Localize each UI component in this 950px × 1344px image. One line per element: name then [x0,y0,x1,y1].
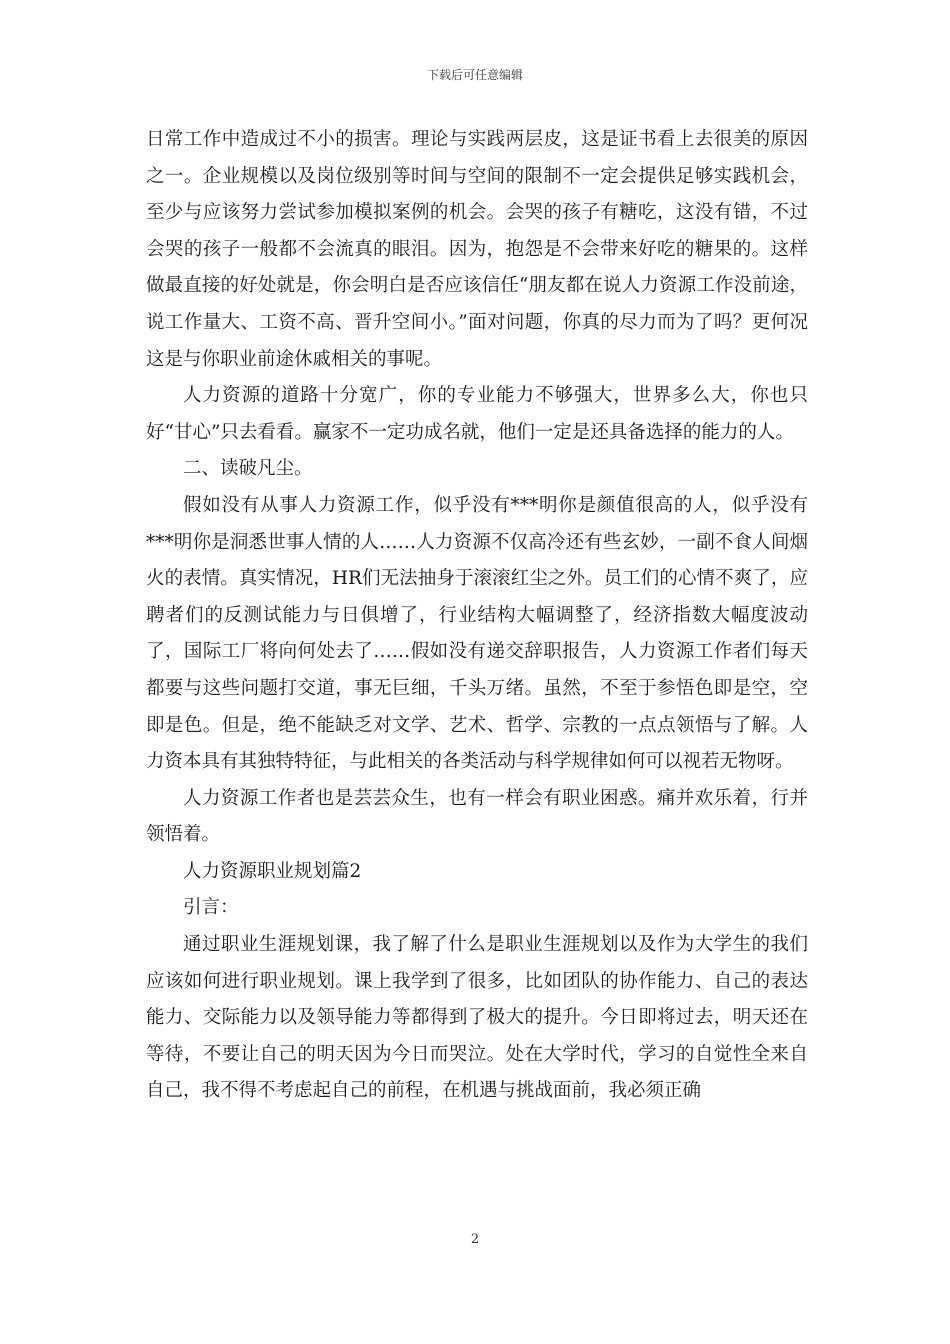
section-heading-2: 二、读破凡尘。 [183,458,313,480]
paragraph-2: 人力资源的道路十分宽广，你的专业能力不够强大，世界多么大，你也只好“甘心”只去看看。赢家不一定功成名就，他们一定是还具备选择的能力的人。 [146,385,808,443]
document-body [146,122,808,1110]
paragraph-5: 通过职业生涯规划课，我了解了什么是职业生涯规划以及作为大学生的我们应该如何进行职业规划。课上我学到了很多，比如团队的协作能力、自己的表达能力、交际能力以及领导能力等都得到了极大的提升。今日即将过去，明天还在等待，不要让自己的明天因为今日而哭泣。处在大学时代，学习的自觉性全来自自己，我不得不考虑起自己的前程，在机遇与挑战面前，我必须正确 [146,934,808,1102]
page-header: 下载后可任意编辑 [426,68,523,82]
paragraph-4: 人力资源工作者也是芸芸众生，也有一样会有职业困惑。痛并欢乐着，行并领悟着。 [146,787,808,846]
paragraph-3: 假如没有从事人力资源工作，似乎没有***明你是颜值很高的人，似乎没有***明你是洞悉世事人情的人……人力资源不仅高冷还有些玄妙，一副不食人间烟火的表情。真实情况，HR们无法抽身于滚滚红尘之外。员工们的心情不爽了，应聘者们的反测试能力与日俱增了，行业结构大幅调整了，经济指数大幅度波动了，国际工厂将向何处去了……假如没有递交辞职报告，人力资源工作者们每天都要与这些问题打交道，事无巨细，千头万绪。虽然，不至于参悟色即是空，空即是色。但是，绝不能缺乏对文学、艺术、哲学、宗教的一点点领悟与了解。人力资本具有其独特特征，与此相关的各类活动与科学规律如何可以视若无物呀。 [146,494,808,773]
page-number: 2 [470,1232,480,1247]
intro-label: 引言： [183,897,239,919]
paragraph-1: 日常工作中造成过不小的损害。理论与实践两层皮，这是证书看上去很美的原因之一。企业规模以及岗位级别等时间与空间的限制不一定会提供足够实践机会，至少与应该努力尝试参加模拟案例的机会。会哭的孩子有糖吃，这没有错，不过会哭的孩子一般都不会流真的眼泪。因为，抱怨是不会带来好吃的糖果的。这样做最直接的好处就是，你会明白是否应该信任“朋友都在说人力资源工作没前途，说工作量大、工资不高、晋升空间小。”面对问题，你真的尽力而为了吗？更何况这是与你职业前途休戚相关的事呢。 [146,129,808,370]
article-title: 人力资源职业规划篇2 [183,860,362,882]
